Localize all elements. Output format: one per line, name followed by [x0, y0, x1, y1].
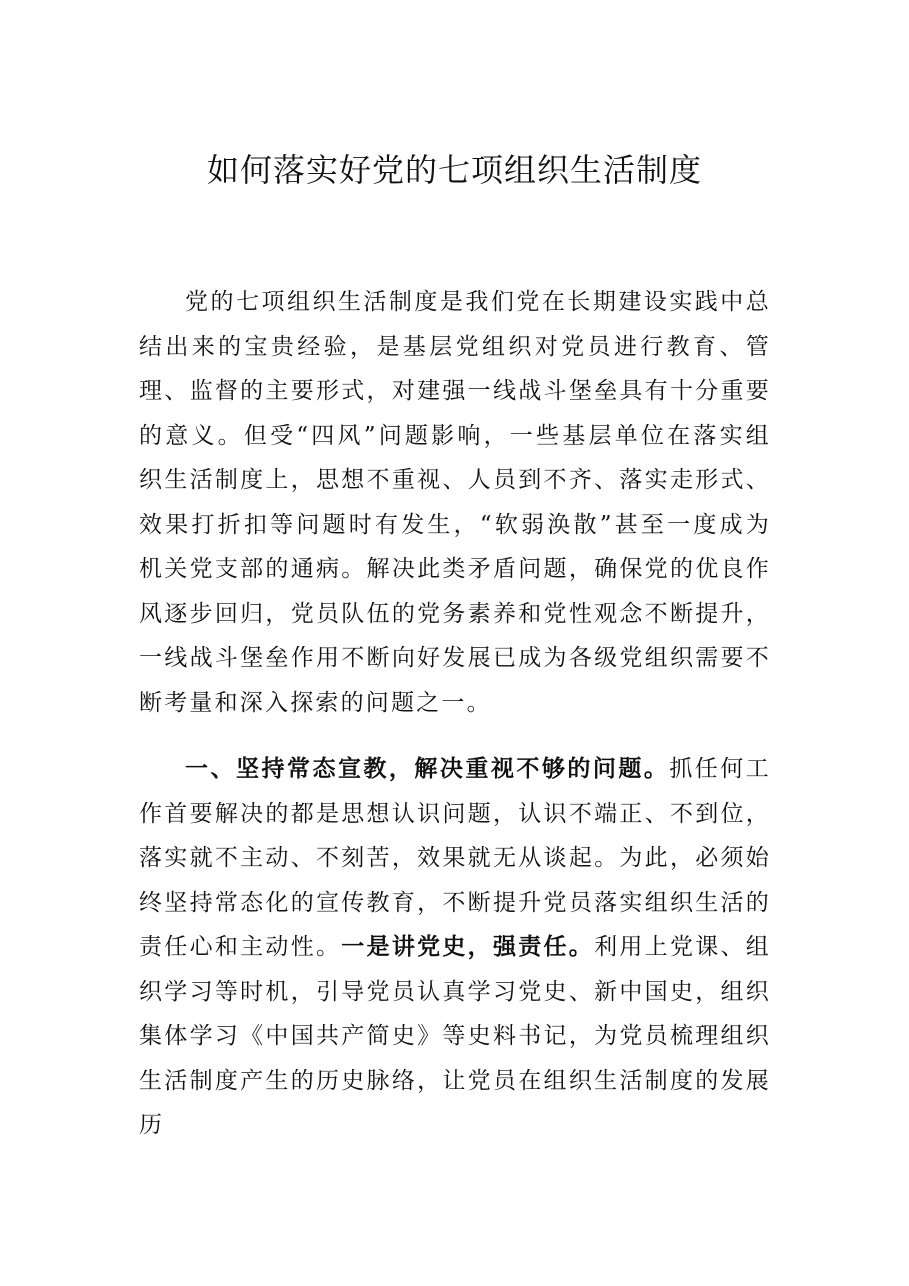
document-title: 如何落实好党的七项组织生活制度 [206, 151, 702, 189]
intro-paragraph: 党的七项组织生活制度是我们党在长期建设实践中总结出来的宝贵经验，是基层党组织对党员进行教育、管理、监督的主要形式，对建强一线战斗堡垒具有十分重要的意义。但受“四风”问题影响，一些基层单位在落实组织生活制度上，思想不重视、人员到不齐、落实走形式、效果打折扣等问题时有发生，“软弱涣散”甚至一度成为机关党支部的通病。解决此类矛盾问题，确保党的优良作风逐步回归，党员队伍的党务素养和党性观念不断提升，一线战斗堡垒作用不断向好发展已成为各级党组织需要不断考量和深入探索的问题之一。 [139, 289, 771, 716]
subsection-text: 利用上党课、组织学习等时机，引导党员认真学习党史、新中国史，组织集体学习《中国共产简史》等史料书记，为党员梳理组织生活制度产生的历史脉络，让党员在组织生活制度的发展历 [139, 934, 771, 1138]
document-body [139, 280, 771, 1148]
section-heading: 一、坚持常态宣教，解决重视不够的问题。 [185, 755, 670, 782]
section-text: 抓任何工作首要解决的都是思想认识问题，认识不端正、不到位，落实就不主动、不刻苦，效果就无从谈起。为此，必须始终坚持常态化的宣传教育，不断提升党员落实组织生活的责任心和主动性。 [139, 756, 771, 960]
subsection-heading: 一是讲党史，强责任。 [341, 933, 595, 960]
section-one-paragraph [139, 747, 771, 1148]
